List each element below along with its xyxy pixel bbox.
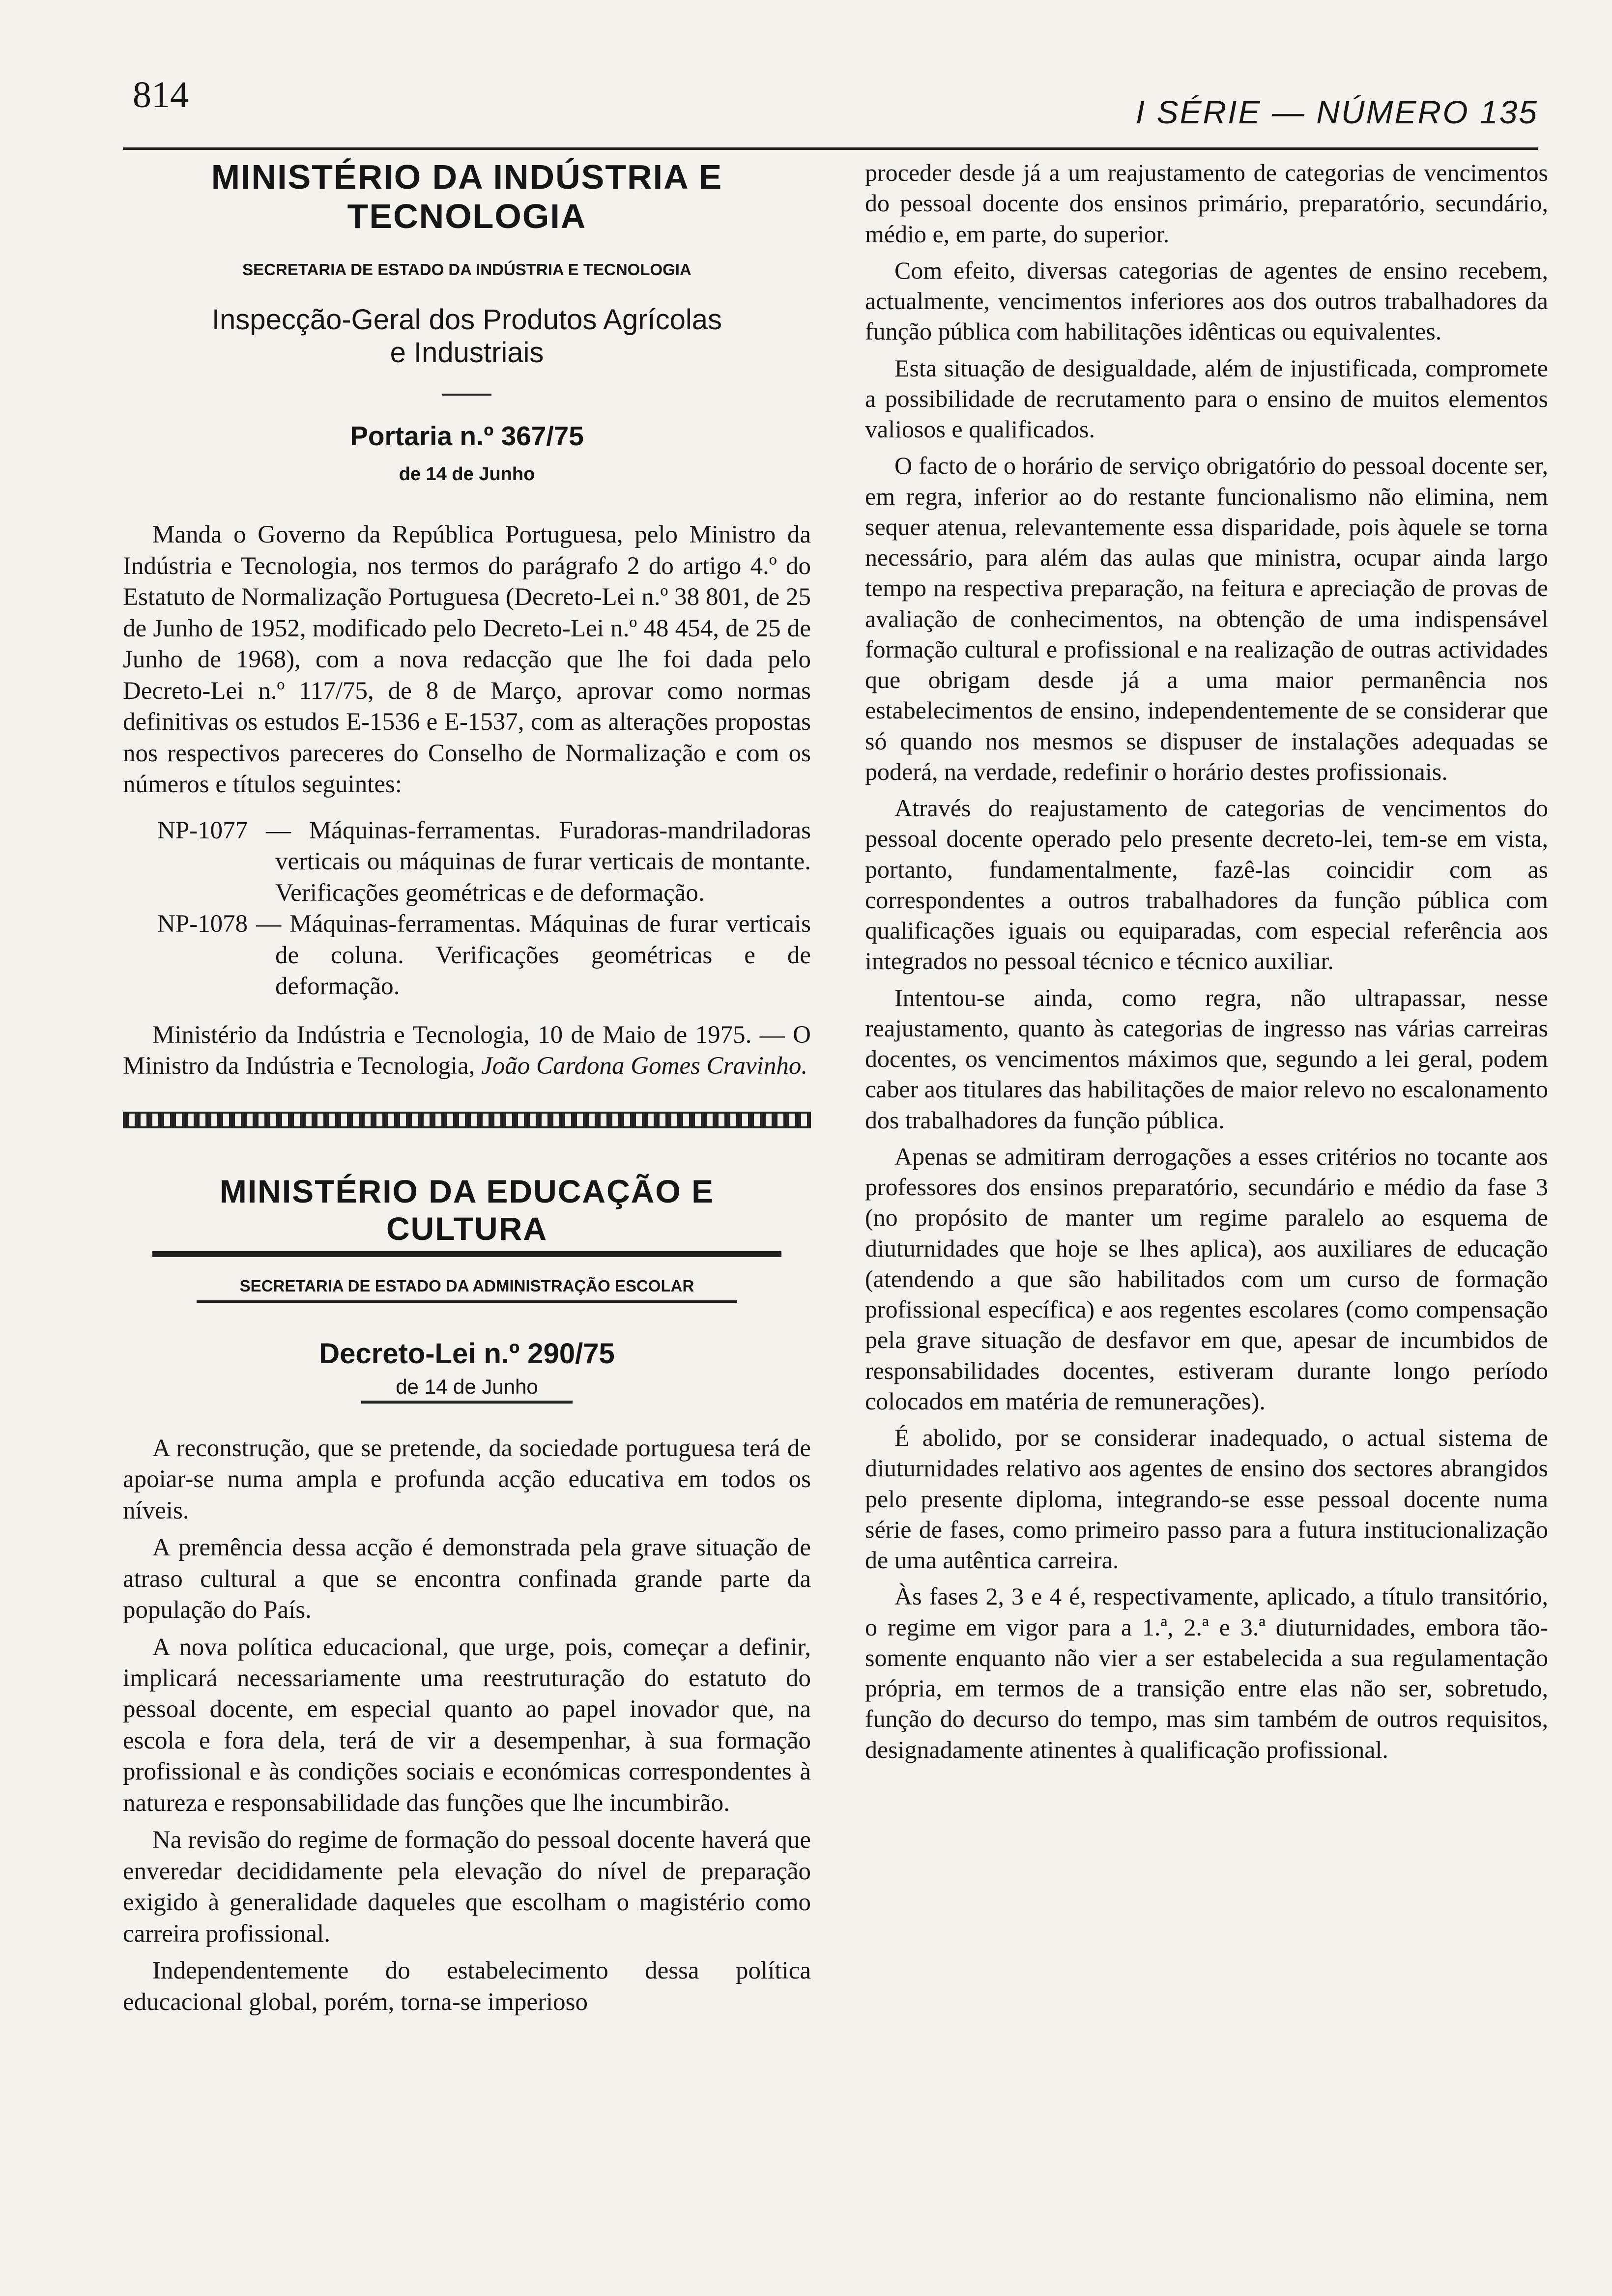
body-paragraph: Através do reajustamento de categorias de vencimentos do pessoal docente operado pelo presente decreto-lei, tem-se em vista, portanto, fundamentalmente, fazê-las coincidir com as correspondentes a outros trabalhadores da função pública com qualificações iguais ou equiparadas, com especial referência aos integrados no pessoal técnico e técnico auxiliar. (865, 794, 1548, 975)
portaria-paragraph: Manda o Governo da República Portuguesa, pelo Ministro da Indústria e Tecnologia, nos termos do parágrafo 2 do artigo 4.º do Estatuto de Normalização Portuguesa (Decreto-Lei n.º 38 801, de 25 de Junho de 1952, modificado pelo Decreto-Lei n.º 48 454, de 25 de Junho de 1968), com a nova redacção que lhe foi dada pelo Decreto-Lei n.º 117/75, de 8 de Março, aprovar como normas definitivas os estudos E-1536 e E-1537, com as alterações propostas nos respectivos pareceres do Conselho de Normalização e com os números e títulos seguintes: (123, 521, 811, 799)
ministry-education-section (123, 1173, 811, 2018)
body-paragraph: Esta situação de desigualdade, além de injustificada, compromete a possibilidade de recrutamento para o ensino de muitos elementos valiosos e qualificados. (865, 354, 1548, 443)
body-paragraph: Intentou-se ainda, como regra, não ultrapassar, nesse reajustamento, quanto às categorias de ingresso nas várias carreiras docentes, os vencimentos máximos que, segundo a lei geral, podem caber aos titulares das habilitações de maior relevo no escalonamento dos trabalhadores da função pública. (865, 983, 1548, 1134)
decree-law-title: Decreto-Lei n.º 290/75 (319, 1337, 615, 1370)
decree-paragraph: A reconstrução, que se pretende, da sociedade portuguesa terá de apoiar-se numa ampla e profunda acção educativa em todos os níveis. (123, 1434, 811, 1524)
divider (442, 394, 491, 396)
body-paragraph: Com efeito, diversas categorias de agentes de ensino recebem, actualmente, vencimentos inferiores aos dos outros trabalhadores da função pública com habilitações idênticas ou equivalentes. (865, 256, 1548, 345)
decree-paragraph: A nova política educacional, que urge, pois, começar a definir, implicará necessariamente uma reestruturação do estatuto do pessoal docente, em especial quanto ao papel inovador que, na escola e fora dela, terá de vir a desempenhar, à sua formação profissional e às condições sociais e económicas correspondentes à natureza e responsabilidade das funções que lhe incumbirão. (123, 1633, 811, 1817)
decree-law-body (123, 1433, 811, 2018)
page-number: 814 (133, 74, 189, 115)
inspectorate-line-2: e Industriais (390, 336, 544, 369)
ministry-education-title: MINISTÉRIO DA EDUCAÇÃO E CULTURA (152, 1173, 781, 1257)
portaria-date: de 14 de Junho (399, 464, 535, 485)
inspectorate-heading (123, 304, 811, 369)
continued-paragraph: proceder desde já a um reajustamento de categorias de vencimentos do pessoal docente dos ensinos primário, preparatório, secundário, médio e, em parte, do superior. (865, 159, 1548, 248)
decree-paragraph: A premência dessa acção é demonstrada pela grave situação de atraso cultural a que se encontra confinada grande parte da população do País. (123, 1534, 811, 1624)
body-paragraph: É abolido, por se considerar inadequado, o actual sistema de diuturnidades relativo aos agentes de ensino dos sectores abrangidos pelo presente diploma, integrando-se esse pessoal docente numa série de fases, como primeiro passo para a futura institucionalização de uma autêntica carreira. (865, 1424, 1548, 1574)
body-paragraph: Apenas se admitiram derrogações a esses critérios no tocante aos professores dos ensinos preparatório, secundário e médio da fase 3 (no propósito de manter um regime paralelo ao esquema de diuturnidades que hoje se lhes aplica), aos auxiliares de educação (atendendo a que são habilitados com um curso de formação profissional específica) e aos regentes escolares (como compensação pela grave situação de desfavor em que, apesar de incumbidos de responsabilidades docentes, estiveram durante longo período colocados em matéria de remunerações). (865, 1142, 1548, 1415)
left-column (123, 157, 811, 2018)
body-paragraph: Às fases 2, 3 e 4 é, respectivamente, aplicado, a título transitório, o regime em vigor para a 1.ª, 2.ª e 3.ª diuturnidades, embora tão-somente enquanto não vier a ser estabelecida a sua regulamentação própria, em termos de a transição entre elas não ser, sobretudo, função do decurso do tempo, mas sim também de outros requisitos, designadamente atinentes à qualificação profissional. (865, 1582, 1548, 1763)
signature-text: Ministério da Indústria e Tecnologia, 10 de Maio de 1975. — O Ministro da Indústria e Tecnologia, (123, 1021, 811, 1080)
section-separator (123, 1112, 811, 1128)
signatory-name: João Cardona Gomes Cravinho. (481, 1052, 808, 1080)
secretariat-industry: SECRETARIA DE ESTADO DA INDÚSTRIA E TECNOLOGIA (242, 260, 691, 279)
page-header (123, 74, 1538, 150)
standard-np-1077: NP-1077 — Máquinas-ferramentas. Furadoras-mandriladoras verticais ou máquinas de furar verticais de montante. Verificações geométricas e de deformação. (157, 816, 811, 907)
body-paragraph: O facto de o horário de serviço obrigatório do pessoal docente ser, em regra, inferior ao do restante funcionalismo não elimina, nem sequer atenua, relevantemente essa disparidade, pois àquele se torna necessário, para além das aulas que ministra, ocupar ainda largo tempo na respectiva preparação, na feitura e apreciação de provas de avaliação de conhecimentos, na obtenção de uma indispensável formação cultural e profissional e na realização de outras actividades que obrigam desde já a uma maior permanência nos estabelecimentos de ensino, independentemente de se considerar que só quando nos mesmos se dispuser de instalações adequadas se poderá, na verdade, redefinir o horário destes profissionais. (865, 452, 1548, 785)
portaria-signature (123, 1020, 811, 1082)
right-column (865, 157, 1548, 1765)
ministry-industry-title: MINISTÉRIO DA INDÚSTRIA E TECNOLOGIA (211, 158, 723, 235)
decree-paragraph: Independentemente do estabelecimento dessa política educacional global, porém, torna-se imperioso (123, 1957, 811, 2016)
decree-paragraph: Na revisão do regime de formação do pessoal docente haverá que enveredar decididamente pela elevação do nível de preparação exigido à generalidade daqueles que escolham o magistério como carreira profissional. (123, 1826, 811, 1948)
ministry-industry-section (123, 157, 811, 1082)
inspectorate-line-1: Inspecção-Geral dos Produtos Agrícolas (211, 304, 722, 336)
portaria-title: Portaria n.º 367/75 (350, 421, 584, 452)
series-label: I SÉRIE — NÚMERO 135 (1135, 94, 1538, 130)
standard-np-1078: NP-1078 — Máquinas-ferramentas. Máquinas de furar verticais de coluna. Verificações geométricas e de deformação. (157, 910, 811, 1001)
secretariat-education: SECRETARIA DE ESTADO DA ADMINISTRAÇÃO ESCOLAR (197, 1277, 737, 1303)
decree-law-date: de 14 de Junho (361, 1375, 573, 1404)
